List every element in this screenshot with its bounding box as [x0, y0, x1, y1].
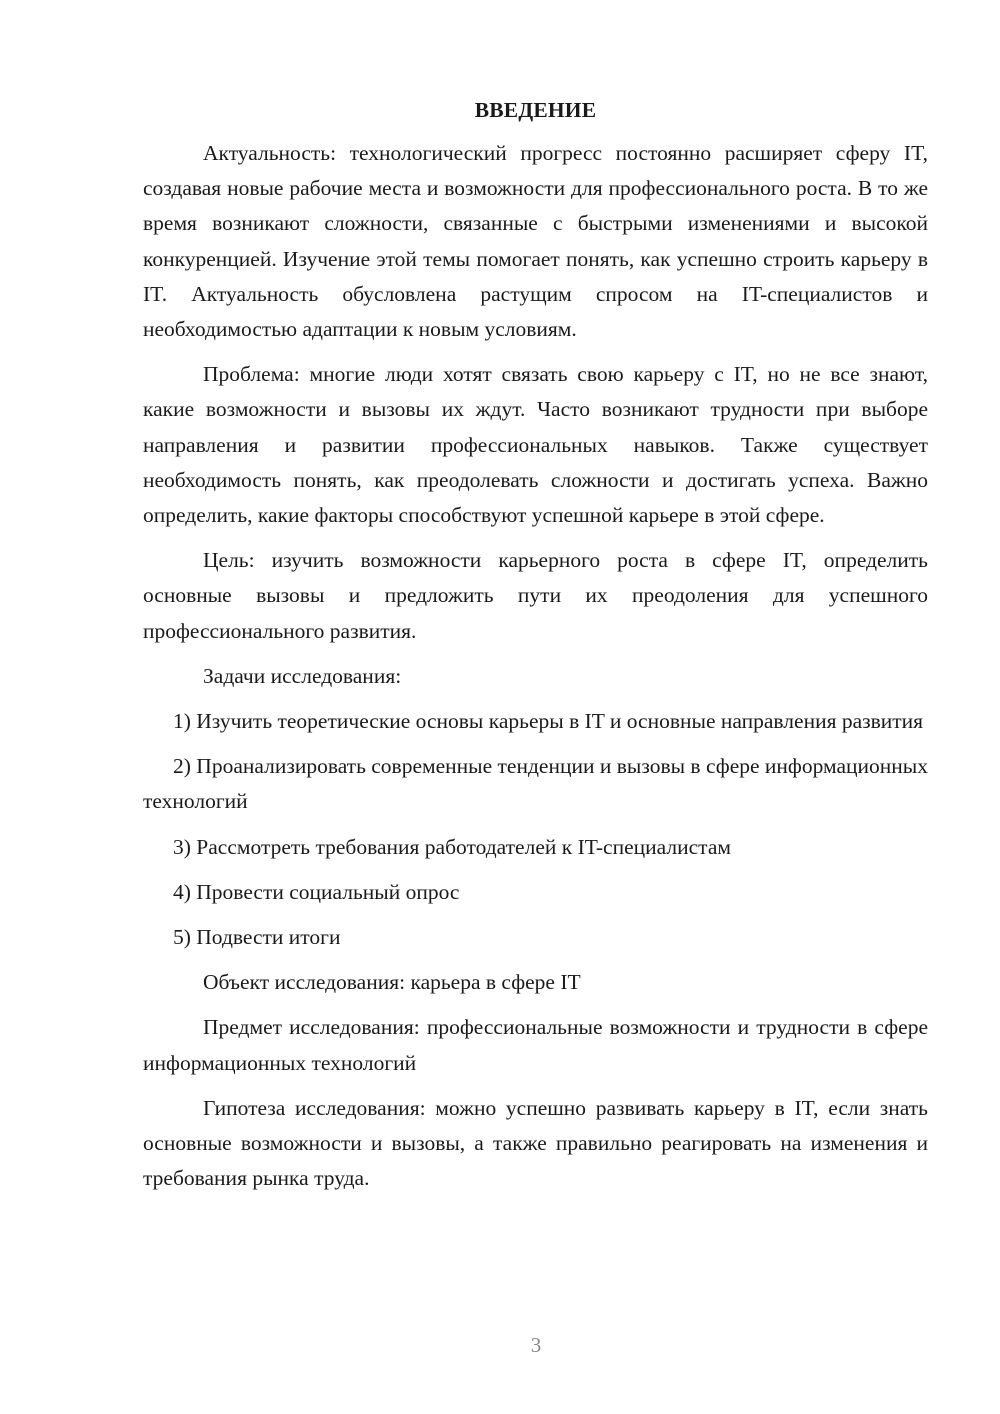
section-heading: ВВЕДЕНИЕ — [474, 98, 597, 122]
task-item-5: 5) Подвести итоги — [173, 925, 341, 950]
paragraph-goal: Цель: изучить возможности карьерного роста в сфере IT, определить основные вызовы и предложить пути их преодоления для успешного профессионального развития. — [143, 548, 928, 643]
task-item-3: 3) Рассмотреть требования работодателей к IT-специалистам — [173, 834, 731, 859]
paragraph-relevance: Актуальность: технологический прогресс постоянно расширяет сферу IT, создавая новые рабочие места и возможности для профессионального роста. В то же время возникают сложности, связанные с быстрыми изменениями и высокой конкуренцией. Изучение этой темы помогает понять, как успешно строить карьеру в IT. Актуальность обусловлена растущим спросом на IT-специалистов и необходимостью адаптации к новым условиям. — [143, 141, 928, 342]
paragraph-subject: Предмет исследования: профессиональные возможности и трудности в сфере информационных технологий — [143, 1015, 928, 1075]
task-item-1: 1) Изучить теоретические основы карьеры в IT и основные направления развития — [173, 709, 924, 734]
task-item-4: 4) Провести социальный опрос — [173, 879, 460, 904]
document-page — [143, 92, 928, 1206]
page-number: 3 — [530, 1333, 542, 1357]
paragraph-tasks-intro: Задачи исследования: — [203, 663, 402, 688]
paragraph-hypothesis: Гипотеза исследования: можно успешно развивать карьеру в IT, если знать основные возможности и вызовы, а также правильно реагировать на изменения и требования рынка труда. — [143, 1095, 928, 1191]
paragraph-problem: Проблема: многие люди хотят связать свою карьеру с IT, но не все знают, какие возможности и вызовы их ждут. Часто возникают трудности при выборе направления и развитии профессиональных навыков. Также существует необходимость понять, как преодолевать сложности и достигать успеха. Важно определить, какие факторы способствуют успешной карьере в этой сфере. — [143, 362, 928, 528]
task-item-2: 2) Проанализировать современные тенденции и вызовы в сфере информационных технологий — [143, 754, 928, 814]
paragraph-object: Объект исследования: карьера в сфере IT — [203, 970, 581, 995]
